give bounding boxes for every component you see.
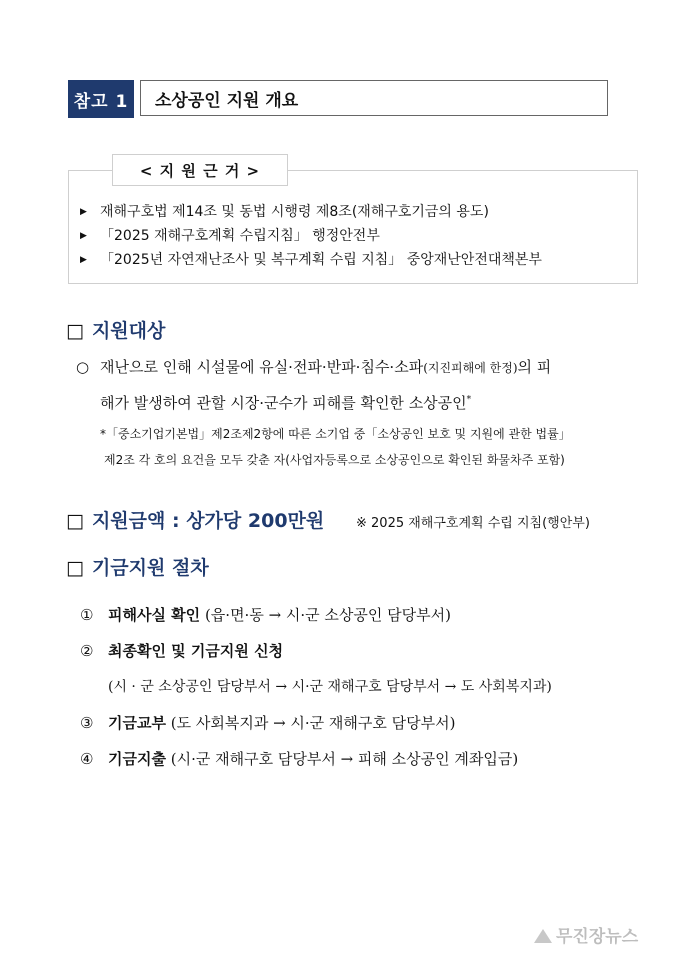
procedure-step-2: ② 최종확인 및 기금지원 신청 <box>80 642 284 660</box>
square-bullet-icon: □ <box>66 557 84 579</box>
mountain-logo-icon <box>534 929 552 943</box>
procedure-step-4: ④ 기금지출 (시·군 재해구호 담당부서 → 피해 소상공인 계좌입금) <box>80 750 519 768</box>
list-item: ▶ 재해구호법 제14조 및 동법 시행령 제8조(재해구호기금의 용도) <box>80 200 632 224</box>
amount-note: ※ 2025 재해구호계획 수립 지침(행안부) <box>356 516 590 531</box>
circle-bullet-icon: ○ <box>76 358 90 376</box>
watermark-logo: 무진장뉴스 <box>534 922 638 947</box>
triangle-bullet-icon: ▶ <box>80 207 87 217</box>
section-heading-target: □ 지원대상 <box>66 320 166 342</box>
page-title: 소상공인 지원 개요 <box>140 80 608 116</box>
triangle-bullet-icon: ▶ <box>80 231 87 241</box>
target-description: ○ 재난으로 인해 시설물에 유실·전파·반파·침수·소파(지진피해에 한정)의 피 해가 발생하여 관할 시장·군수가 피해를 확인한 소상공인* <box>76 354 616 416</box>
list-item: ▶ 「2025년 자연재난조사 및 복구계획 수립 지침」 중앙재난안전대책본부 <box>80 248 632 272</box>
reference-tag: 참고 1 <box>68 80 134 118</box>
target-footnote: *「중소기업기본법」제2조제2항에 따른 소기업 중「소상공인 보호 및 지원에 관한 법률」 제2조 각 호의 요건을 모두 갖춘 자(사업자등록으로 소상공인으로 확인된 화물차주 포함) <box>100 427 571 467</box>
basis-list <box>80 200 632 272</box>
section-heading-procedure: □ 기금지원 절차 <box>66 557 209 579</box>
square-bullet-icon: □ <box>66 510 84 532</box>
square-bullet-icon: □ <box>66 320 84 342</box>
list-item: ▶ 「2025 재해구호계획 수립지침」 행정안전부 <box>80 224 632 248</box>
procedure-step-3: ③ 기금교부 (도 사회복지과 → 시·군 재해구호 담당부서) <box>80 714 456 732</box>
section-heading-amount: □ 지원금액 : 상가당 200만원 <box>66 510 325 532</box>
triangle-bullet-icon: ▶ <box>80 255 87 265</box>
procedure-step-1: ① 피해사실 확인 (읍·면·동 → 시·군 소상공인 담당부서) <box>80 606 451 624</box>
basis-title: < 지 원 근 거 > <box>112 154 288 186</box>
procedure-step-2-detail: (시 · 군 소상공인 담당부서 → 시·군 재해구호 담당부서 → 도 사회복지과) <box>108 679 552 695</box>
